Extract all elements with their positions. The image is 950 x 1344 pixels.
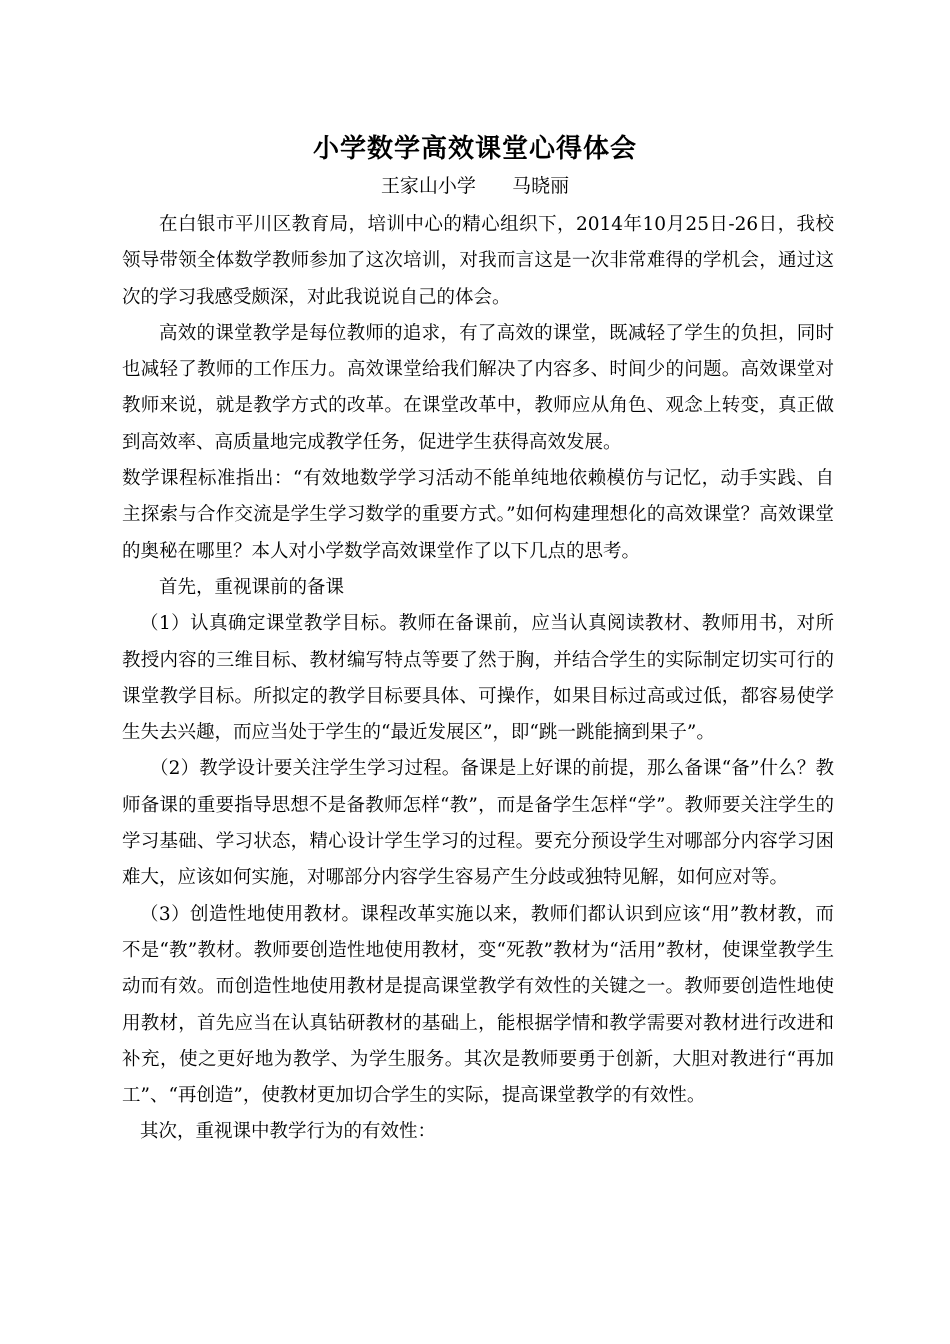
document-title: 小学数学高效课堂心得体会 [312,134,637,164]
document-body [122,207,834,1151]
heading-first-preparation: 首先，重视课前的备课 [159,576,345,598]
paragraph-point-3: （3）创造性地使用教材。课程改革实施以来，教师们都认识到应该“用”教材教，而不是“教”教材。教师要创造性地使用教材，变“死教”教材为“活用”教材，使课堂教学生动而有效。而创造性地使用教材是提高课堂教学有效性的关键之一。教师要创造性地使用教材，首先应当在认真钻研教材的基础上，能根据学情和教学需要对教材进行改进和补充，使之更好地为教学、为学生服务。其次是教师要勇于创新，大胆对教进行“再加工”、“再创造”，使教材更加切合学生的实际，提高课堂教学的有效性。 [122,903,834,1107]
heading-second-teaching: 其次，重视课中教学行为的有效性： [140,1121,437,1143]
paragraph-efficient-classroom: 高效的课堂教学是每位教师的追求，有了高效的课堂，既减轻了学生的负担，同时也减轻了教师的工作压力。高效课堂给我们解决了内容多、时间少的问题。高效课堂对教师来说，就是教学方式的改革。在课堂改革中，教师应从角色、观念上转变，真正做到高效率、高质量地完成教学任务，促进学生获得高效发展。 [122,322,834,453]
paragraph-curriculum-standard: 数学课程标准指出：“有效地数学学习活动不能单纯地依赖模仿与记忆，动手实践、自主探索与合作交流是学生学习数学的重要方式。”如何构建理想化的高效课堂？高效课堂的奥秘在哪里？本人对小学数学高效课堂作了以下几点的思考。 [122,468,834,562]
paragraph-intro: 在白银市平川区教育局，培训中心的精心组织下，2014年10月25日-26日，我校领导带领全体数学教师参加了这次培训，对我而言这是一次非常难得的学机会，通过这次的学习我感受颇深，对此我说说自己的体会。 [122,214,834,308]
author-line: 王家山小学 马晓丽 [380,175,570,197]
paragraph-point-1: （1）认真确定课堂教学目标。教师在备课前，应当认真阅读教材、教师用书，对所教授内容的三维目标、教材编写特点等要了然于胸，并结合学生的实际制定切实可行的课堂教学目标。所拟定的教学目标要具体、可操作，如果目标过高或过低，都容易使学生失去兴趣，而应当处于学生的“最近发展区”，即“跳一跳能摘到果子”。 [122,613,834,744]
paragraph-point-2: （2）教学设计要关注学生学习过程。备课是上好课的前提，那么备课“备”什么？教师备课的重要指导思想不是备教师怎样“教”，而是备学生怎样“学”。教师要关注学生的学习基础、学习状态，精心设计学生学习的过程。要充分预设学生对哪部分内容学习困难大，应该如何实施，对哪部分内容学生容易产生分歧或独特见解，如何应对等。 [122,758,834,889]
